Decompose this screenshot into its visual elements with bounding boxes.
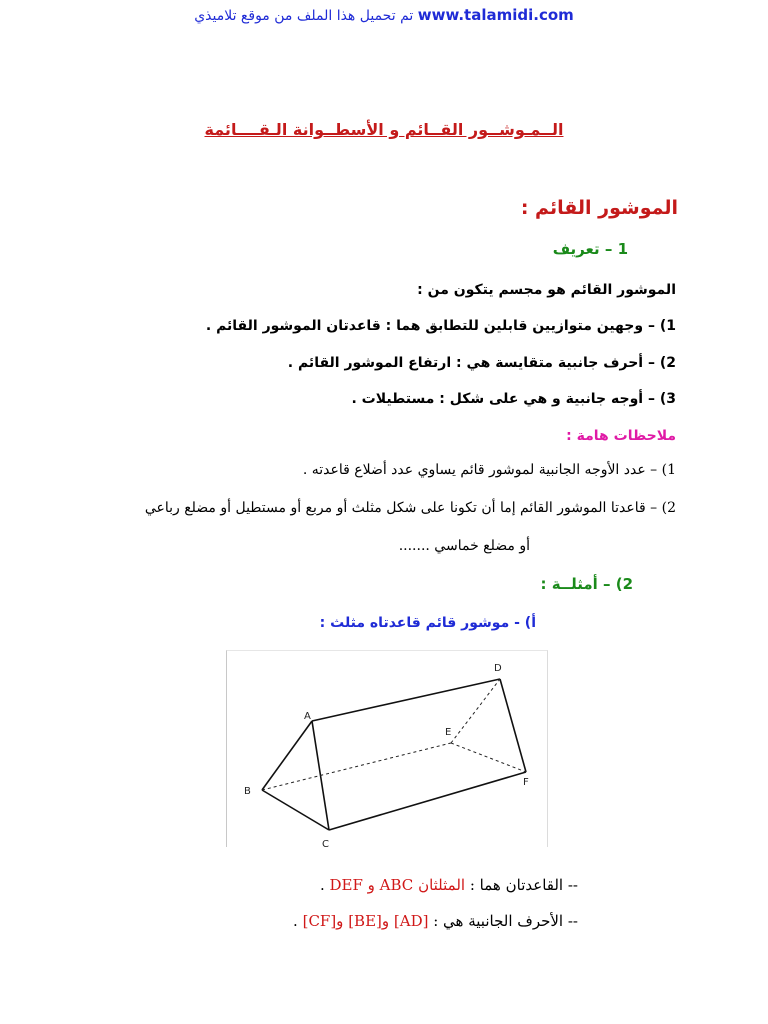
prism-figure (226, 650, 548, 847)
edge-AD (312, 679, 500, 721)
page-title: الــمـوشــور القــائم و الأسطــوانة الـقــــائمة (204, 120, 564, 139)
vertex-label-E: E (445, 727, 452, 738)
examples-heading: 2) – أمثلــة : (540, 575, 633, 593)
definition-heading: 1 – تعريف (552, 240, 628, 258)
vertex-label-A: A (304, 711, 311, 722)
vertex-label-B: B (244, 786, 251, 797)
edge-BC (262, 790, 329, 830)
header-text: تم تحميل هذا الملف من موقع تلاميذي (194, 8, 414, 24)
edges-prefix: -- الأحرف الجانبية هي : (428, 912, 578, 930)
bases-suffix: . (319, 876, 330, 894)
header-url-link[interactable]: www.talamidi.com (417, 6, 574, 24)
bases-prefix: -- القاعدتان هما : (465, 876, 578, 894)
section-heading: الموشور القائم : (520, 197, 678, 219)
edge-DF (500, 679, 526, 772)
prism-diagram (227, 651, 547, 847)
edges-suffix: . (293, 912, 303, 930)
edges-statement (293, 912, 578, 930)
bases-statement (320, 876, 578, 894)
example-a-title: أ) - موشور قائم قاعدتاه مثلث : (319, 615, 536, 631)
bases-highlight: المثلثان ABC و DEF (329, 876, 466, 894)
edge-CF (329, 772, 526, 830)
notes-heading: ملاحظات هامة : (566, 428, 676, 444)
edges-highlight: [AD] و[BE] و[CF] (302, 912, 429, 930)
definition-item-2: 2) – أحرف جانبية متقايسة هي : ارتفاع الموشور القائم . (287, 355, 676, 371)
definition-item-3: 3) – أوجه جانبية و هي على شكل : مستطيلات . (351, 391, 676, 407)
definition-intro: الموشور القائم هو مجسم يتكون من : (417, 282, 676, 298)
edge-EF (451, 743, 526, 772)
vertex-label-C: C (322, 839, 329, 847)
note-item-1: 1) – عدد الأوجه الجانبية لموشور قائم يساوي عدد أضلاع قاعدته . (302, 462, 676, 478)
definition-item-1: 1) – وجهين متوازيين قابلين للتطابق هما : قاعدتان الموشور القائم . (205, 318, 676, 334)
vertex-label-F: F (523, 777, 529, 788)
download-header (0, 6, 768, 24)
note-item-2: 2) – قاعدتا الموشور القائم إما أن تكونا على شكل مثلث أو مربع أو مستطيل أو مضلع رباعي (144, 500, 676, 516)
note-item-2-continuation: أو مضلع خماسي ....... (398, 538, 530, 554)
vertex-label-D: D (494, 663, 502, 674)
